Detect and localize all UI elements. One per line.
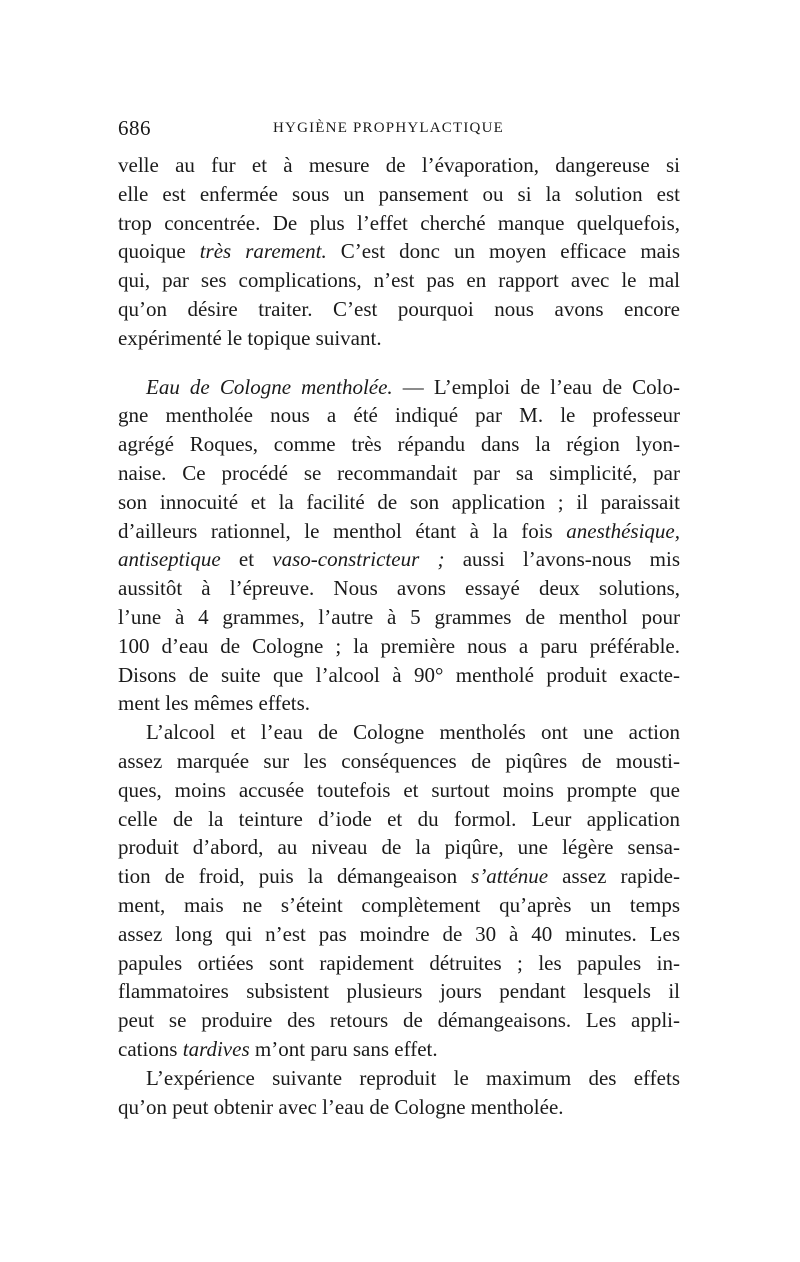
text-line: naise. Ce procédé se recommandait par sa simplicité, par — [118, 460, 680, 485]
text-line: gne mentholée nous a été indiqué par M. le professeur — [118, 403, 680, 428]
text-line: aussitôt à l’épreuve. Nous avons essayé deux solutions, — [118, 576, 680, 601]
text-run: aussi l’avons-nous mis — [444, 547, 681, 572]
text-run: assez rapide- — [548, 864, 680, 889]
italic-text: vaso-constricteur ; — [272, 547, 445, 572]
text-run: et — [220, 547, 273, 572]
text-run: C’est donc un moyen efficace mais — [326, 239, 680, 264]
text-run: — L’emploi de l’eau de Colo- — [392, 374, 680, 399]
text-line: elle est enfermée sous un pansement ou si la solution est — [118, 181, 680, 206]
paragraph-continuation — [118, 151, 680, 353]
text-line: ment, mais ne s’éteint complètement qu’après un temps — [118, 892, 680, 917]
text-line — [118, 373, 680, 402]
paragraph-experience — [118, 1064, 680, 1122]
text-line: papules ortiées sont rapidement détruites ; les papules in- — [118, 950, 680, 975]
text-line: assez long qui n’est pas moindre de 30 à 40 minutes. Les — [118, 921, 680, 946]
running-head: HYGIÈNE PROPHYLACTIQUE — [273, 120, 504, 136]
text-line — [118, 1035, 680, 1064]
italic-text: anesthésique, — [566, 518, 680, 543]
page-header — [118, 116, 528, 140]
text-line — [118, 237, 680, 266]
text-line: Disons de suite que l’alcool à 90° mentholé produit exacte- — [118, 662, 680, 687]
text-line: l’une à 4 grammes, l’autre à 5 grammes de menthol pour — [118, 604, 680, 629]
text-line: 100 d’eau de Cologne ; la première nous a paru préférable. — [118, 633, 680, 658]
text-line: trop concentrée. De plus l’effet cherché manque quelquefois, — [118, 210, 680, 235]
text-run: quoique — [118, 239, 200, 264]
section-heading-italic: Eau de Cologne mentholée. — [146, 374, 393, 399]
body-text — [118, 151, 680, 1121]
paragraph-gap — [118, 353, 680, 373]
text-line: son innocuité et la facilité de son application ; il paraissait — [118, 489, 680, 514]
text-line: ques, moins accusée toutefois et surtout moins prompte que — [118, 777, 680, 802]
text-line: L’expérience suivante reproduit le maximum des effets — [146, 1065, 680, 1090]
text-line: L’alcool et l’eau de Cologne mentholés ont une action — [146, 720, 680, 745]
text-line — [118, 517, 680, 546]
text-run: cations — [118, 1036, 183, 1061]
text-line: agrégé Roques, comme très répandu dans la région lyon- — [118, 432, 680, 457]
italic-text: très rarement. — [199, 239, 327, 264]
text-line: expérimenté le topique suivant. — [118, 325, 382, 350]
text-line: ment les mêmes effets. — [118, 691, 311, 716]
text-line: peut se produire des retours de démangeaisons. Les appli- — [118, 1008, 680, 1033]
italic-text: tardives — [182, 1036, 250, 1061]
text-line: assez marquée sur les conséquences de piqûres de mousti- — [118, 748, 680, 773]
text-line — [118, 545, 680, 574]
text-line: qui, par ses complications, n’est pas en rapport avec le mal — [118, 268, 680, 293]
italic-text: s’atténue — [471, 864, 549, 889]
text-line: velle au fur et à mesure de l’évaporation, dangereuse si — [118, 153, 680, 177]
text-line: produit d’abord, au niveau de la piqûre, une légère sensa- — [118, 835, 680, 860]
italic-text: antiseptique — [118, 547, 221, 572]
text-line: flammatoires subsistent plusieurs jours pendant lesquels il — [118, 979, 680, 1004]
text-run: tion de froid, puis la démangeaison — [118, 864, 472, 889]
paragraph-eau-de-cologne — [118, 373, 680, 719]
text-line: celle de la teinture d’iode et du formol. Leur application — [118, 806, 680, 831]
text-run: m’ont paru sans effet. — [249, 1036, 438, 1061]
text-line: qu’on peut obtenir avec l’eau de Cologne mentholée. — [118, 1094, 564, 1119]
page-number: 686 — [118, 116, 151, 140]
text-line — [118, 862, 680, 891]
text-run: d’ailleurs rationnel, le menthol étant à la fois — [118, 518, 567, 543]
paragraph-alcool — [118, 718, 680, 1064]
text-line: qu’on désire traiter. C’est pourquoi nous avons encore — [118, 296, 680, 321]
